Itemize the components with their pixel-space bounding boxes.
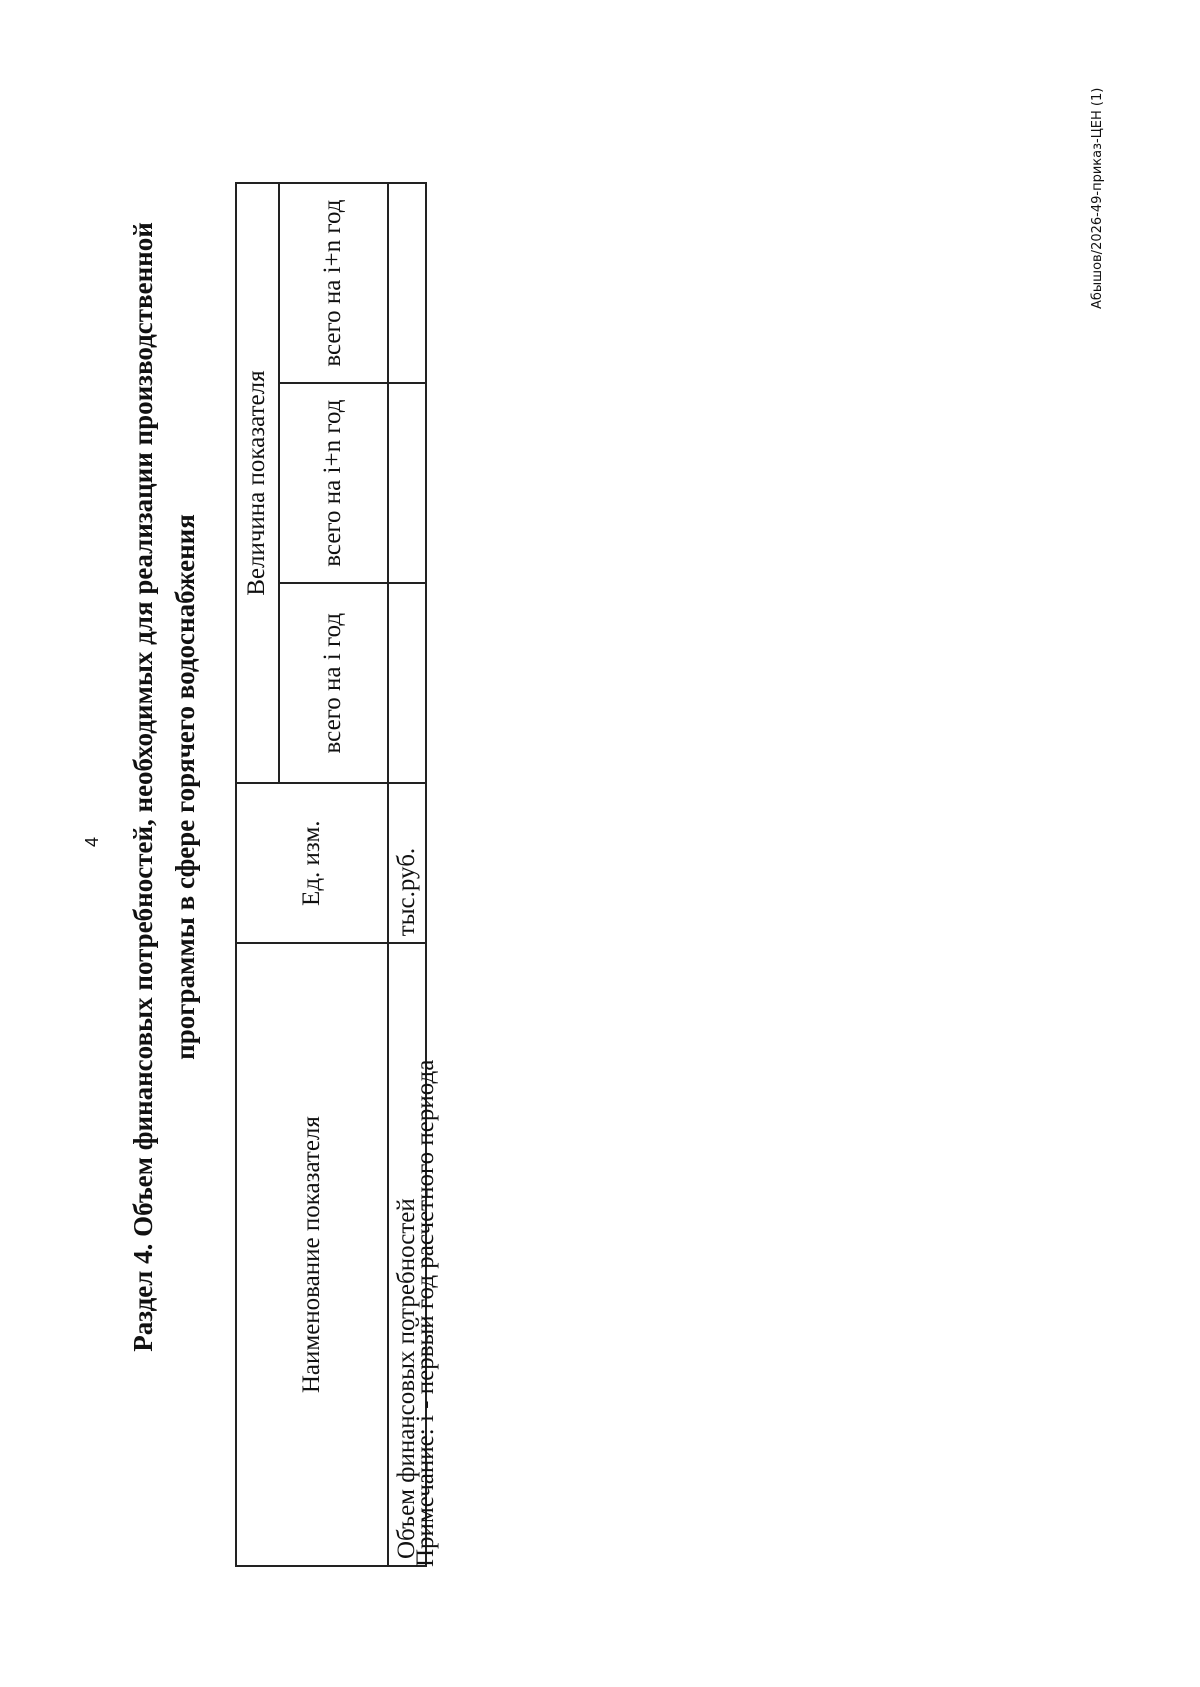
row-unit: тыс.руб. [388,783,426,943]
section-title [122,7,206,1567]
row-indicator-name: Объем финансовых потребностей [388,943,426,1566]
section-title-line-2: программы в сфере горячего водоснабжения [170,514,200,1060]
row-value-year-i-plus-n-1 [388,383,426,583]
table-note: Примечание: i - первый год расчетного периода [412,1059,439,1567]
row-value-year-i [388,583,426,783]
header-unit: Ед. изм. [236,783,388,943]
header-indicator-value: Величина показателя [236,183,279,783]
page-number: 4 [82,836,102,847]
table-header-row [236,183,279,1566]
row-value-year-i-plus-n-2 [388,183,426,383]
financial-needs-table [235,182,427,1567]
section-title-line-1: Раздел 4. Объем финансовых потребностей, необходимых для реализации производственной [128,222,158,1352]
header-year-i-plus-n-1: всего на i+n год [279,383,388,583]
header-indicator-name: Наименование показателя [236,943,388,1566]
header-year-i: всего на i год [279,583,388,783]
header-year-i-plus-n-2: всего на i+n год [279,183,388,383]
document-identifier: Абышов/2026-49-приказ-ЦЕН (1) [1090,87,1105,309]
